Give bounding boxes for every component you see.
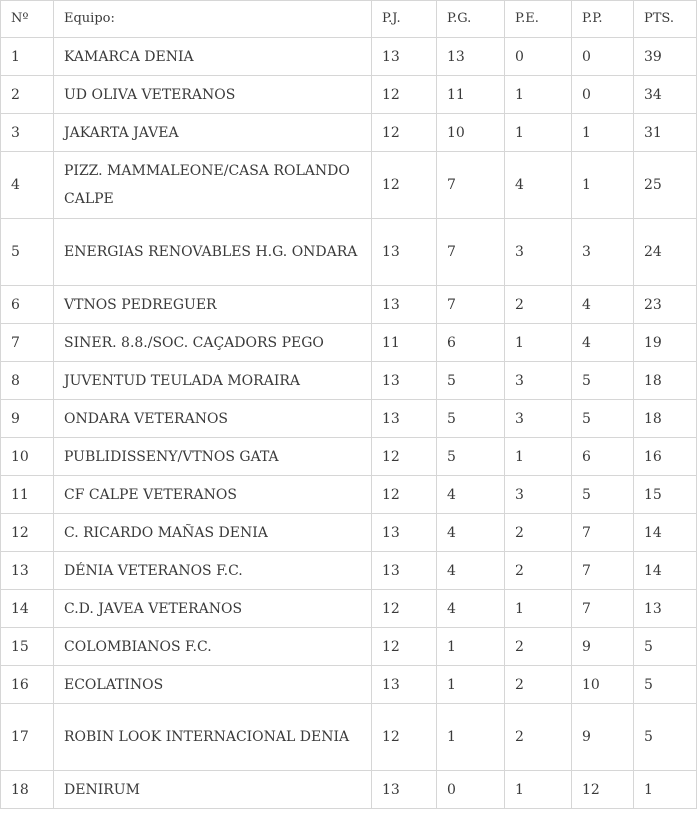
- cell-drawn: 3: [505, 400, 572, 438]
- cell-position: 5: [1, 219, 54, 286]
- cell-lost: 4: [572, 286, 634, 324]
- cell-lost: 7: [572, 552, 634, 590]
- cell-won: 5: [437, 362, 505, 400]
- cell-lost: 7: [572, 514, 634, 552]
- cell-played: 13: [372, 38, 437, 76]
- cell-lost: 5: [572, 362, 634, 400]
- table-row: [1, 590, 697, 628]
- cell-position: 11: [1, 476, 54, 514]
- table-row: [1, 666, 697, 704]
- table-row: [1, 324, 697, 362]
- cell-points: 25: [634, 152, 697, 219]
- cell-drawn: 1: [505, 114, 572, 152]
- table-row: [1, 400, 697, 438]
- cell-drawn: 2: [505, 514, 572, 552]
- cell-won: 4: [437, 514, 505, 552]
- cell-lost: 5: [572, 400, 634, 438]
- cell-lost: 0: [572, 76, 634, 114]
- cell-played: 13: [372, 219, 437, 286]
- cell-position: 6: [1, 286, 54, 324]
- cell-won: 1: [437, 666, 505, 704]
- cell-team: PIZZ. MAMMALEONE/CASA ROLANDO CALPE: [54, 152, 372, 219]
- cell-points: 39: [634, 38, 697, 76]
- cell-position: 8: [1, 362, 54, 400]
- cell-won: 10: [437, 114, 505, 152]
- cell-drawn: 2: [505, 666, 572, 704]
- cell-won: 1: [437, 704, 505, 771]
- table-row: [1, 219, 697, 286]
- cell-position: 15: [1, 628, 54, 666]
- cell-won: 11: [437, 76, 505, 114]
- cell-lost: 1: [572, 114, 634, 152]
- cell-drawn: 1: [505, 76, 572, 114]
- cell-team: UD OLIVA VETERANOS: [54, 76, 372, 114]
- cell-team: JUVENTUD TEULADA MORAIRA: [54, 362, 372, 400]
- cell-drawn: 0: [505, 38, 572, 76]
- table-row: [1, 152, 697, 219]
- cell-played: 12: [372, 152, 437, 219]
- cell-points: 5: [634, 666, 697, 704]
- table-row: [1, 38, 697, 76]
- cell-drawn: 1: [505, 438, 572, 476]
- cell-points: 23: [634, 286, 697, 324]
- cell-played: 13: [372, 400, 437, 438]
- cell-points: 18: [634, 362, 697, 400]
- cell-lost: 10: [572, 666, 634, 704]
- cell-won: 7: [437, 219, 505, 286]
- table-row: [1, 514, 697, 552]
- header-played: P.J.: [372, 1, 437, 38]
- cell-position: 14: [1, 590, 54, 628]
- cell-lost: 1: [572, 152, 634, 219]
- cell-position: 4: [1, 152, 54, 219]
- cell-played: 11: [372, 324, 437, 362]
- cell-position: 3: [1, 114, 54, 152]
- table-row: [1, 552, 697, 590]
- cell-lost: 5: [572, 476, 634, 514]
- cell-team: JAKARTA JAVEA: [54, 114, 372, 152]
- cell-drawn: 3: [505, 362, 572, 400]
- cell-position: 1: [1, 38, 54, 76]
- cell-won: 4: [437, 552, 505, 590]
- cell-drawn: 3: [505, 476, 572, 514]
- cell-drawn: 1: [505, 324, 572, 362]
- cell-drawn: 3: [505, 219, 572, 286]
- cell-played: 13: [372, 514, 437, 552]
- header-row: [1, 1, 697, 38]
- table-row: [1, 286, 697, 324]
- cell-team: C. RICARDO MAÑAS DENIA: [54, 514, 372, 552]
- cell-won: 1: [437, 628, 505, 666]
- cell-drawn: 1: [505, 590, 572, 628]
- cell-played: 12: [372, 114, 437, 152]
- cell-won: 7: [437, 152, 505, 219]
- cell-played: 13: [372, 552, 437, 590]
- cell-points: 24: [634, 219, 697, 286]
- cell-won: 0: [437, 771, 505, 809]
- cell-lost: 9: [572, 628, 634, 666]
- cell-team: ONDARA VETERANOS: [54, 400, 372, 438]
- cell-team: VTNOS PEDREGUER: [54, 286, 372, 324]
- cell-position: 12: [1, 514, 54, 552]
- cell-won: 13: [437, 38, 505, 76]
- table-row: [1, 704, 697, 771]
- cell-drawn: 1: [505, 771, 572, 809]
- cell-won: 6: [437, 324, 505, 362]
- cell-team: DÉNIA VETERANOS F.C.: [54, 552, 372, 590]
- cell-played: 12: [372, 76, 437, 114]
- cell-lost: 12: [572, 771, 634, 809]
- cell-points: 15: [634, 476, 697, 514]
- cell-drawn: 2: [505, 628, 572, 666]
- cell-won: 5: [437, 400, 505, 438]
- cell-points: 5: [634, 704, 697, 771]
- cell-played: 12: [372, 628, 437, 666]
- cell-played: 12: [372, 476, 437, 514]
- cell-position: 16: [1, 666, 54, 704]
- cell-drawn: 2: [505, 704, 572, 771]
- cell-position: 7: [1, 324, 54, 362]
- cell-team: C.D. JAVEA VETERANOS: [54, 590, 372, 628]
- cell-team: PUBLIDISSENY/VTNOS GATA: [54, 438, 372, 476]
- table-row: [1, 476, 697, 514]
- cell-points: 34: [634, 76, 697, 114]
- cell-lost: 3: [572, 219, 634, 286]
- cell-team: SINER. 8.8./SOC. CAÇADORS PEGO: [54, 324, 372, 362]
- cell-won: 5: [437, 438, 505, 476]
- cell-won: 4: [437, 476, 505, 514]
- cell-team: COLOMBIANOS F.C.: [54, 628, 372, 666]
- cell-position: 9: [1, 400, 54, 438]
- cell-position: 17: [1, 704, 54, 771]
- cell-played: 12: [372, 590, 437, 628]
- table-row: [1, 362, 697, 400]
- cell-position: 2: [1, 76, 54, 114]
- table-row: [1, 771, 697, 809]
- cell-lost: 4: [572, 324, 634, 362]
- cell-drawn: 4: [505, 152, 572, 219]
- cell-position: 13: [1, 552, 54, 590]
- cell-points: 19: [634, 324, 697, 362]
- cell-points: 14: [634, 514, 697, 552]
- cell-lost: 7: [572, 590, 634, 628]
- cell-points: 16: [634, 438, 697, 476]
- cell-points: 18: [634, 400, 697, 438]
- cell-team: ENERGIAS RENOVABLES H.G. ONDARA: [54, 219, 372, 286]
- cell-lost: 9: [572, 704, 634, 771]
- cell-points: 13: [634, 590, 697, 628]
- cell-won: 7: [437, 286, 505, 324]
- cell-drawn: 2: [505, 286, 572, 324]
- cell-lost: 6: [572, 438, 634, 476]
- table-row: [1, 628, 697, 666]
- cell-points: 5: [634, 628, 697, 666]
- cell-played: 13: [372, 771, 437, 809]
- cell-played: 12: [372, 704, 437, 771]
- cell-position: 10: [1, 438, 54, 476]
- cell-team: DENIRUM: [54, 771, 372, 809]
- header-number: Nº: [1, 1, 54, 38]
- cell-position: 18: [1, 771, 54, 809]
- cell-points: 1: [634, 771, 697, 809]
- table-row: [1, 438, 697, 476]
- header-drawn: P.E.: [505, 1, 572, 38]
- cell-points: 31: [634, 114, 697, 152]
- cell-team: ROBIN LOOK INTERNACIONAL DENIA: [54, 704, 372, 771]
- cell-team: CF CALPE VETERANOS: [54, 476, 372, 514]
- cell-played: 12: [372, 438, 437, 476]
- cell-won: 4: [437, 590, 505, 628]
- cell-played: 13: [372, 666, 437, 704]
- header-lost: P.P.: [572, 1, 634, 38]
- table-row: [1, 76, 697, 114]
- cell-team: ECOLATINOS: [54, 666, 372, 704]
- cell-drawn: 2: [505, 552, 572, 590]
- header-won: P.G.: [437, 1, 505, 38]
- table-row: [1, 114, 697, 152]
- cell-played: 13: [372, 362, 437, 400]
- cell-points: 14: [634, 552, 697, 590]
- header-points: PTS.: [634, 1, 697, 38]
- cell-team: KAMARCA DENIA: [54, 38, 372, 76]
- cell-played: 13: [372, 286, 437, 324]
- header-team: Equipo:: [54, 1, 372, 38]
- cell-lost: 0: [572, 38, 634, 76]
